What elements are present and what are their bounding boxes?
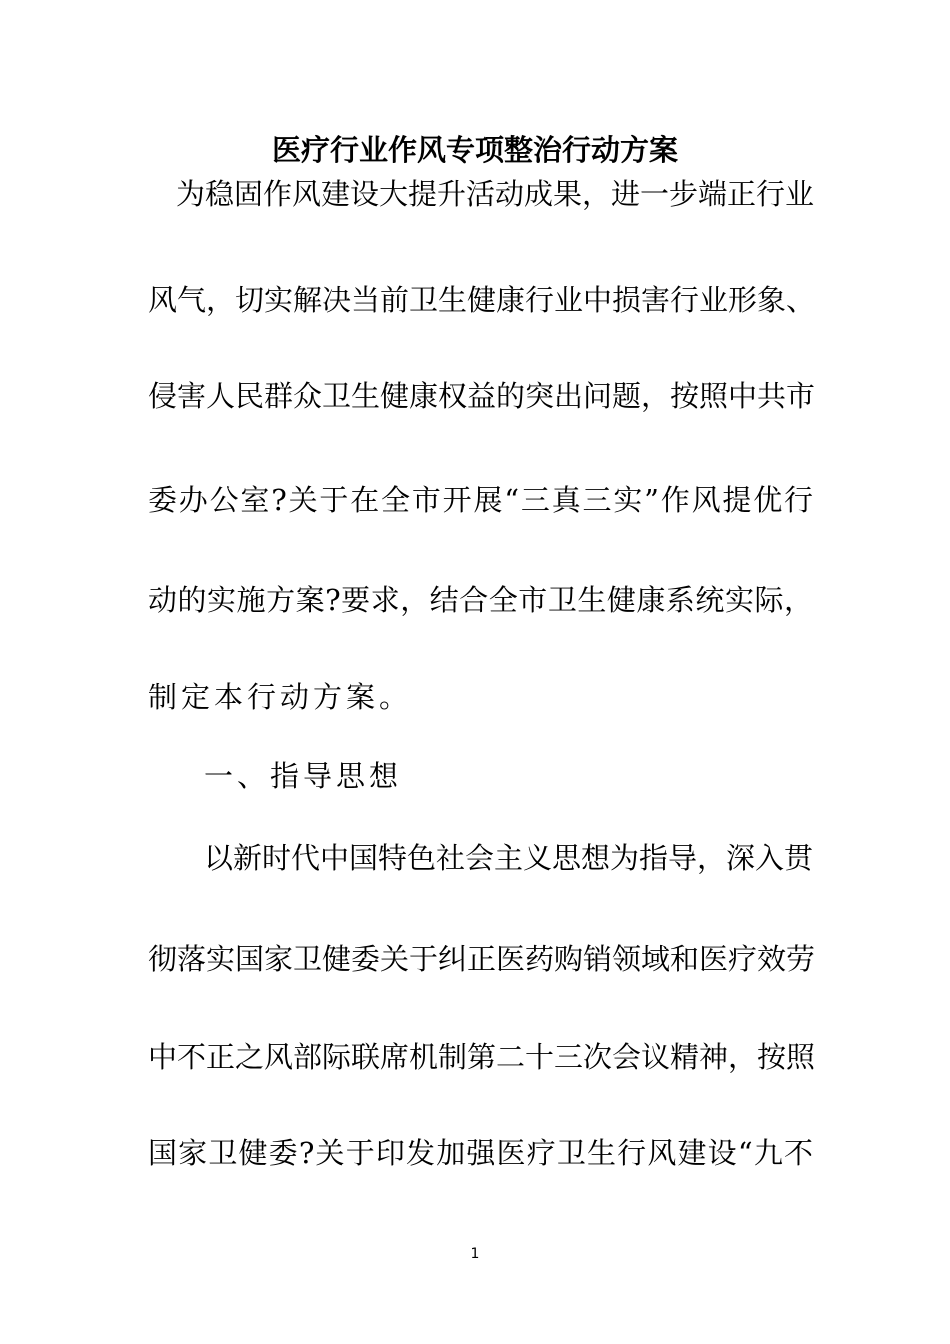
paragraph-line: 中不正之风部际联席机制第二十三次会议精神，按照 [148,1040,816,1074]
paragraph-line: 委办公室?关于在全市开展“三真三实”作风提优行 [148,483,813,517]
paragraph-line: 风气，切实解决当前卫生健康行业中损害行业形象、 [148,283,816,317]
paragraph-line: 国家卫健委?关于印发加强医疗卫生行风建设“九不 [148,1136,813,1170]
page-number: 1 [470,1246,480,1262]
document-title: 医疗行业作风专项整治行动方案 [271,133,678,167]
section-heading: 一、指导思想 [204,759,403,793]
paragraph-line: 动的实施方案?要求，结合全市卫生健康系统实际， [148,583,813,617]
paragraph-line: 彻落实国家卫健委关于纠正医药购销领域和医疗效劳 [148,942,816,976]
paragraph-line: 侵害人民群众卫生健康权益的突出问题，按照中共市 [148,379,816,413]
paragraph-line: 以新时代中国特色社会主义思想为指导，深入贯 [204,841,814,875]
paragraph-line: 制定本行动方案。 [148,680,413,714]
paragraph-line: 为稳固作风建设大提升活动成果，进一步端正行业 [176,177,815,211]
